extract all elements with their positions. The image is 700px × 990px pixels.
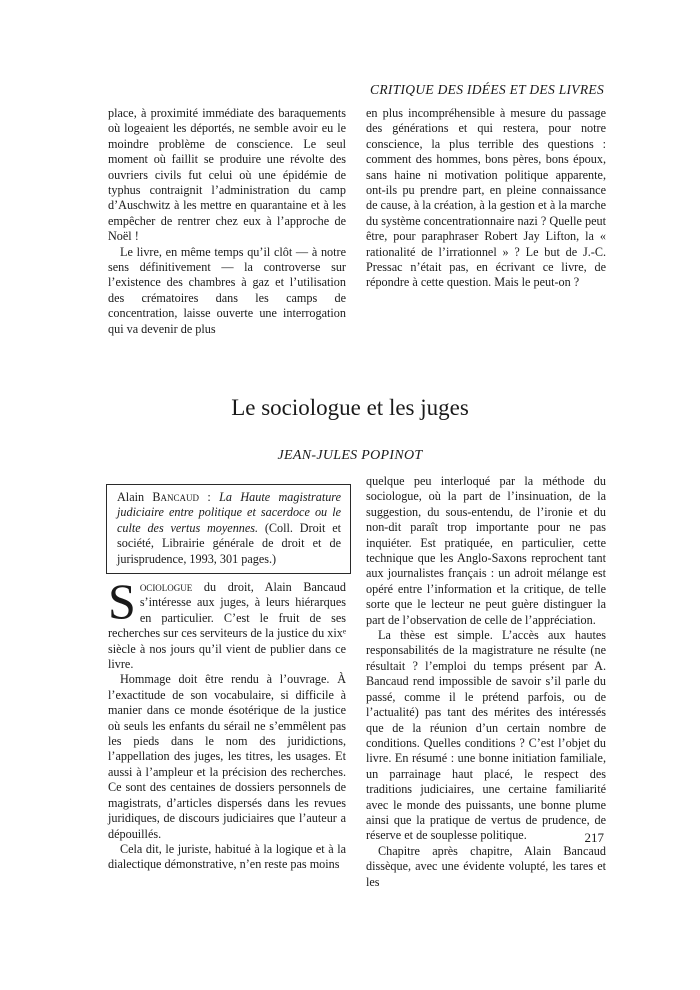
paragraph: Chapitre après chapitre, Alain Bancaud dissèque, avec une évidente volupté, les tares et les xyxy=(366,843,606,889)
lead-smallcaps: ociologue xyxy=(139,580,193,594)
paragraph: en plus incompréhensible à mesure du passage des générations et qui restera, pour notre conscience, la plus terrible des questions : comment des hommes, bons pères, bons époux, sans haine ni motivation politique apparente, ont-ils pu prendre part, en pleine connaissance de cause, à la création, à la gestion et à la marche du système concentrationnaire nazi ? Quelle peut être, pour paraphraser Robert Jay Lifton, la « rationalité de l’irrationnel » ? Le but de J.-C. Pressac n’était pas, en écrivant ce livre, de répondre à cette question. Mais le peut-on ? xyxy=(366,106,606,290)
running-head: CRITIQUE DES IDÉES ET DES LIVRES xyxy=(370,82,604,97)
book-title: La Haute magistrature judiciaire entre politique et sacerdoce ou le culte des vertus moyennes. xyxy=(117,490,341,535)
page-number: 217 xyxy=(584,830,604,845)
article-author: JEAN-JULES POPINOT xyxy=(277,448,423,463)
bottom-right-column xyxy=(366,474,606,890)
paragraph: Le livre, en même temps qu’il clôt — à notre sens définitivement — la controverse sur l’existence des chambres à gaz et l’utilisation des crématoires dans les camps de concentration, laisse ouverte une interrogation qui va devenir de plus xyxy=(108,244,346,336)
book-author-last: Bancaud xyxy=(152,490,200,504)
book-reference-box xyxy=(106,484,351,574)
top-left-column xyxy=(108,106,346,337)
paragraph: quelque peu interloqué par la méthode du sociologue, où la part de l’insinuation, de la suggestion, du sous-entendu, de l’ironie et du non-dit paraît trop importante pour ne pas inquiéter. Est pratiquée, en particulier, cette technique que les Anglo-Saxons reprochent tant aux journalistes français : un adroit mélange est opéré entre l’information et la critique, de telle sorte que le lecteur ne peut guère distinguer la part de l’observation de celle de l’appréciation. xyxy=(366,474,606,627)
article-title: Le sociologue et les juges xyxy=(231,395,469,420)
lead-text: du droit, Alain Bancaud s’intéresse aux juges, à leurs hiérarques en particulier. C’est le fruit de ses recherches sur ces serviteurs de la justice du xixᵉ siècle à nos jours qu’il vient de publier dans ce livre. xyxy=(108,580,346,672)
paragraph xyxy=(108,573,346,672)
paragraph: Cela dit, le juriste, habitué à la logique et à la dialectique démonstrative, n’en reste pas moins xyxy=(108,841,346,872)
book-separator: : xyxy=(199,490,220,504)
book-author-first: Alain xyxy=(117,490,153,504)
paragraph: La thèse est simple. L’accès aux hautes responsabilités de la magistrature ne résulte (ne résultait ? l’emploi du temps présent par A. Bancaud rend impossible de savoir s’il parle du passé, comme il le prétend parfois, ou de l’actualité) pas tant des mérites des intéressés que de la réunion d’un certain nombre de conditions. Quelles conditions ? C’est l’objet du livre. En résumé : une bonne initiation familiale, un parrainage haut placé, le respect des traditions judiciaires, une certaine familiarité avec le monde des puissants, une bonne plume ainsi que la pratique de vertus de prudence, de réserve et de souplesse politique. xyxy=(366,628,606,843)
book-publication: (Coll. Droit et société, Librairie générale de droit et de jurisprudence, 1993, 301 pages.) xyxy=(117,520,341,566)
top-right-column xyxy=(366,106,606,291)
paragraph: place, à proximité immédiate des baraquements où logeaient les déportés, ne semble avoir eu le moindre problème de conscience. Le seul moment où faillit se produire une révolte des ouvriers civils fut celui où une épidémie de typhus contraignit l’administration du camp d’Auschwitz à les mettre en quarantaine et à les empêcher de rentrer chez eux à l’approche de Noël ! xyxy=(108,106,346,244)
bottom-left-column xyxy=(108,573,346,873)
paragraph: Hommage doit être rendu à l’ouvrage. À l’exactitude de son vocabulaire, si difficile à manier dans ce monde ésotérique de la justice où seuls les enfants du sérail ne s’emmêlent pas les pieds dans le nom des juridictions, l’appellation des juges, les titres, les usages. Et aussi à l’ampleur et la précision des recherches. Ce sont des centaines de dossiers personnels de magistrats, d’articles dispersés dans les revues juridiques, de discours judiciaires que l’auteur a dépouillés. xyxy=(108,672,346,841)
drop-cap: S xyxy=(108,573,136,629)
